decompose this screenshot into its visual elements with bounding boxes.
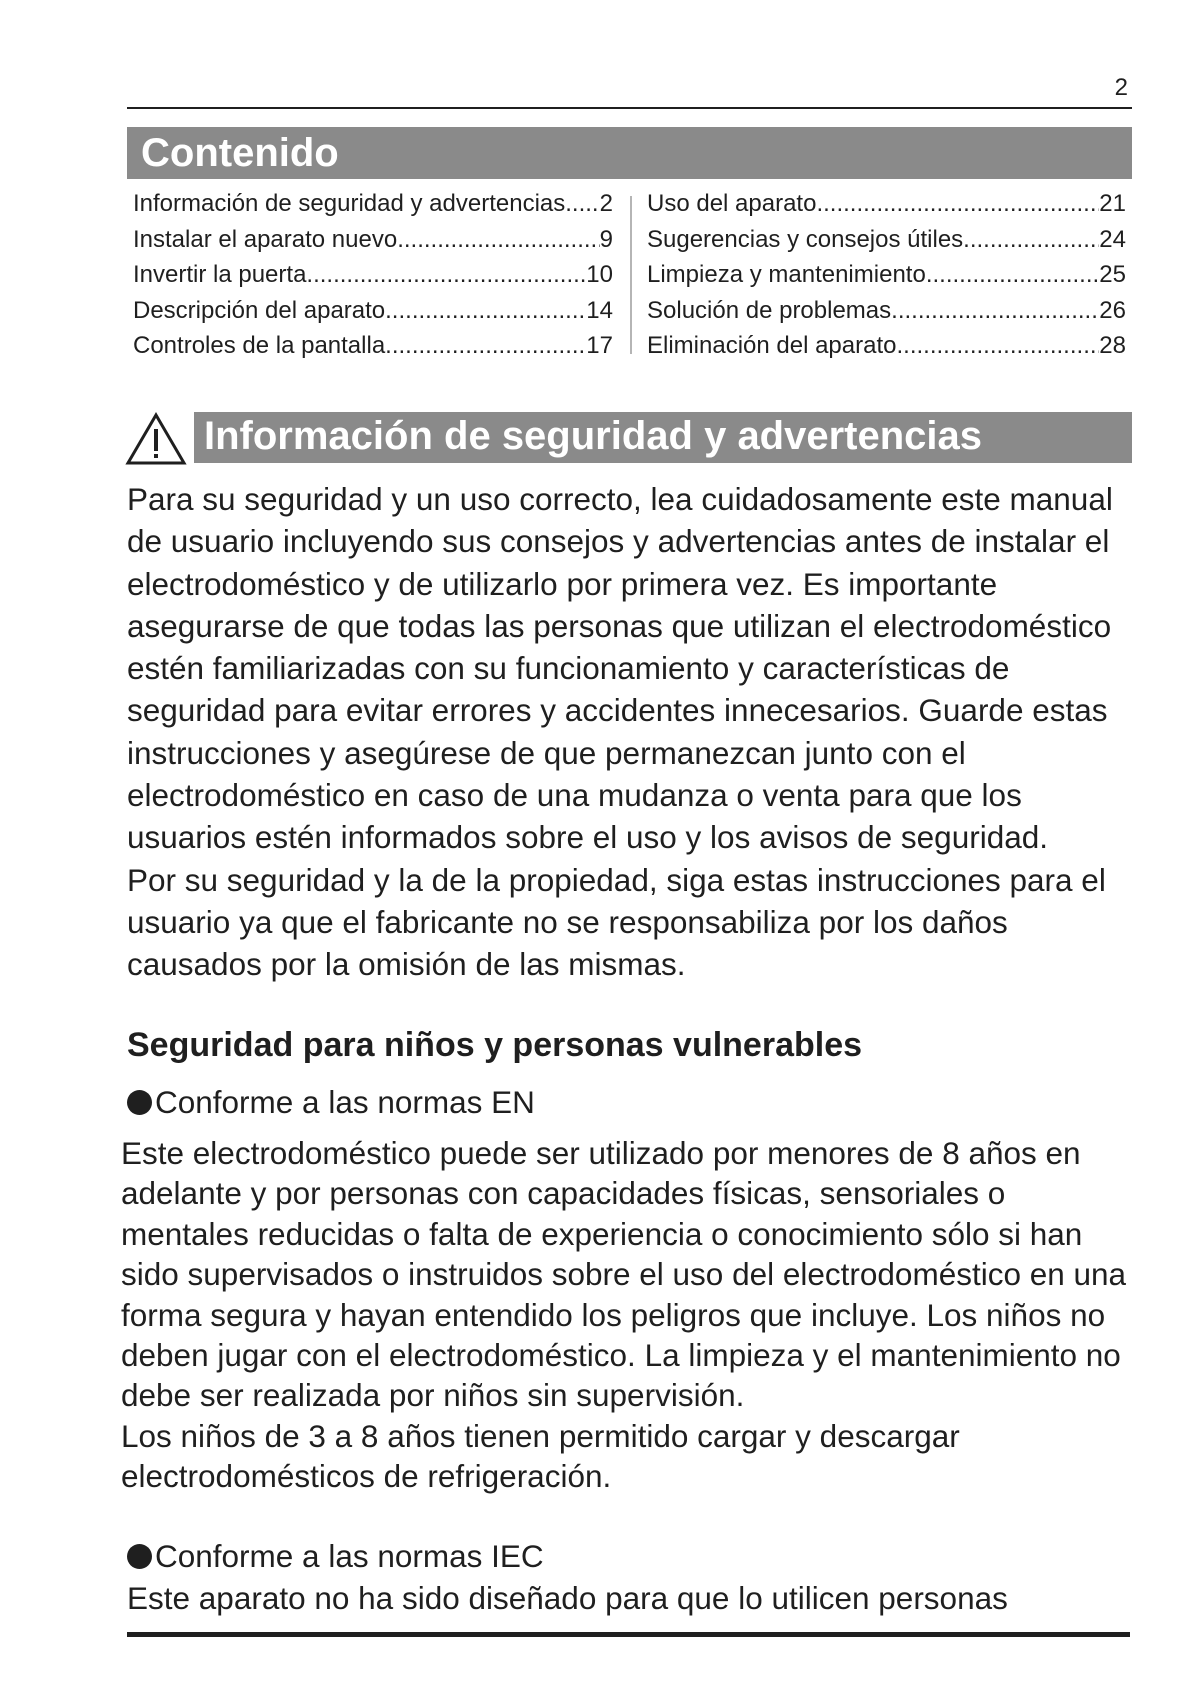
toc-entry-page: 28 (1099, 332, 1126, 359)
toc-left-column (133, 190, 613, 368)
safety-title: Información de seguridad y advertencias (204, 414, 983, 458)
toc-entry-label: Sugerencias y consejos útiles (647, 225, 964, 253)
toc-entry-page: 24 (1099, 225, 1126, 253)
toc-entry-label: Invertir la puerta (133, 261, 307, 288)
toc-entry-page: 25 (1099, 261, 1126, 288)
safety-intro (127, 478, 1132, 986)
bullet-en (127, 1084, 535, 1121)
toc-entry-page: 14 (586, 296, 613, 324)
toc-entry-page: 2 (599, 190, 613, 217)
toc-entry-label: Uso del aparato (647, 190, 817, 217)
children-heading: Seguridad para niños y personas vulnerables (127, 1026, 863, 1064)
warning-triangle-icon (125, 412, 187, 466)
toc-entry-page: 10 (586, 261, 613, 288)
bullet-iec-text: Conforme a las normas IEC (155, 1538, 544, 1574)
contents-title: Contenido (141, 131, 339, 175)
toc-entry[interactable] (133, 226, 613, 262)
table-of-contents (133, 190, 1126, 366)
toc-entry-label: Limpieza y mantenimiento (647, 261, 926, 288)
toc-entry-label: Solución de problemas (647, 296, 892, 324)
toc-entry-page: 17 (586, 332, 613, 359)
toc-divider (630, 196, 632, 354)
toc-entry-label: Instalar el aparato nuevo (133, 225, 398, 253)
toc-entry-label: Controles de la pantalla (133, 332, 386, 359)
contents-header (127, 127, 1132, 179)
toc-entry-page: 26 (1099, 296, 1126, 324)
toc-entry[interactable] (133, 190, 613, 226)
children-en-text (121, 1133, 1131, 1497)
footer-rule (127, 1632, 1130, 1637)
bullet-dot-icon (127, 1090, 152, 1115)
children-paragraph: Este electrodoméstico puede ser utilizado por menores de 8 años en adelante y por personas con capacidades físicas, sensoriales o mentales reducidas o falta de experiencia o conocimiento sólo si han sido supervisados o instruidos sobre el uso del electrodoméstico en una forma segura y hayan entendido los peligros que incluye. Los niños no deben jugar con el electrodoméstico. La limpieza y el mantenimiento no debe ser realizada por niños sin supervisión. (121, 1135, 1127, 1414)
children-iec-text: Este aparato no ha sido diseñado para que lo utilicen personas (127, 1580, 1008, 1616)
toc-entry[interactable] (133, 261, 613, 297)
toc-right-column (647, 190, 1126, 368)
toc-entry-page: 21 (1099, 190, 1126, 217)
bullet-iec (127, 1538, 544, 1575)
toc-entry-page: 9 (599, 225, 613, 253)
toc-entry[interactable] (647, 261, 1126, 297)
toc-entry[interactable] (647, 297, 1126, 333)
bullet-en-text: Conforme a las normas EN (155, 1084, 535, 1120)
safety-paragraph: Por su seguridad y la de la propiedad, siga estas instrucciones para el usuario ya que el fabricante no se responsabiliza por los daños causados por la omisión de las mismas. (127, 861, 1106, 983)
toc-entry[interactable] (647, 332, 1126, 368)
toc-entry[interactable] (647, 190, 1126, 226)
toc-entry-label: Información de seguridad y advertencias (133, 190, 566, 217)
toc-entry-label: Descripción del aparato (133, 296, 386, 324)
safety-header (194, 412, 1132, 463)
toc-entry[interactable] (647, 226, 1126, 262)
header-rule (127, 107, 1132, 109)
bullet-dot-icon (127, 1544, 152, 1569)
children-paragraph: Los niños de 3 a 8 años tienen permitido cargar y descargar electrodomésticos de refrigeración. (121, 1417, 960, 1495)
toc-entry[interactable] (133, 297, 613, 333)
page-number: 2 (1114, 74, 1128, 101)
safety-paragraph: Para su seguridad y un uso correcto, lea cuidadosamente este manual de usuario incluyendo sus consejos y advertencias antes de instalar el electrodoméstico y de utilizarlo por primera vez. Es importante asegurarse de que todas las personas que utilizan el electrodoméstico estén familiarizadas con su funcionamiento y características de seguridad para evitar errores y accidentes innecesarios. Guarde estas instrucciones y asegúrese de que permanezcan junto con el electrodoméstico en caso de una mudanza o venta para que los usuarios estén informados sobre el uso y los avisos de seguridad. (127, 481, 1113, 856)
toc-entry-label: Eliminación del aparato (647, 332, 897, 359)
toc-entry[interactable] (133, 332, 613, 368)
